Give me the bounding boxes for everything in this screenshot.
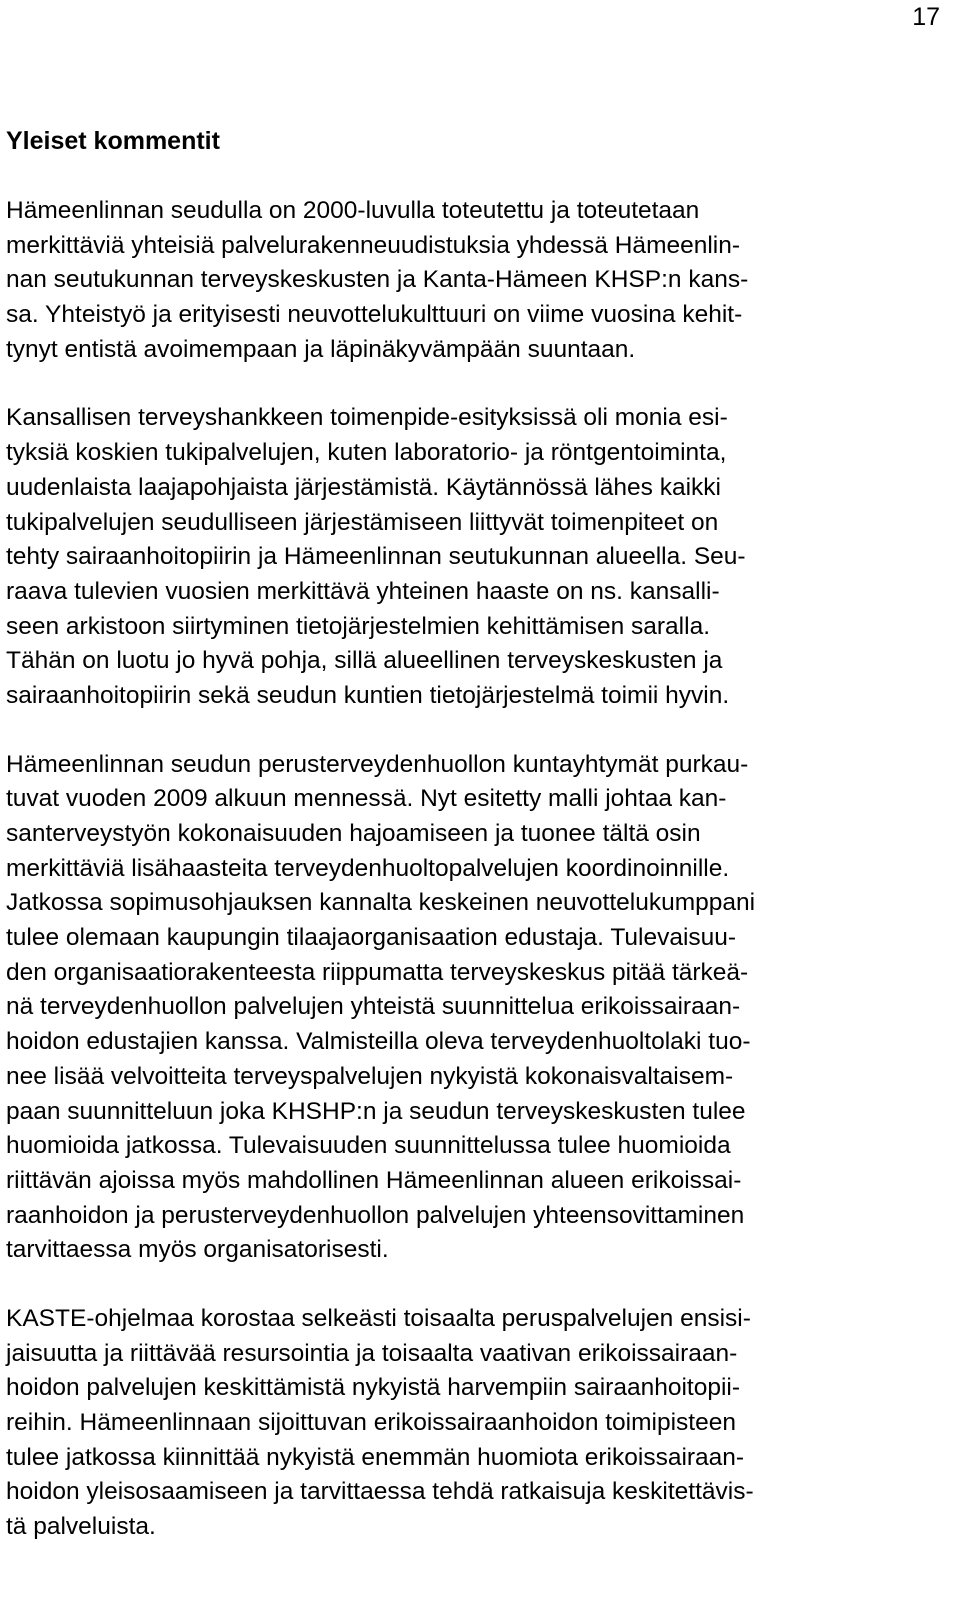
- paragraph-line: Hämeenlinnan seudun perusterveydenhuollon kuntayhtymät purkau-: [6, 750, 749, 778]
- paragraph-list: [6, 194, 946, 1545]
- paragraph: [6, 1302, 946, 1545]
- paragraph-line: uudenlaista laajapohjaista järjestämistä. Käytännössä lähes kaikki: [6, 473, 721, 501]
- paragraph-line: sairaanhoitopiirin sekä seudun kuntien tietojärjestelmä toimii hyvin.: [6, 681, 730, 709]
- paragraph-line: Tähän on luotu jo hyvä pohja, sillä alueellinen terveyskeskusten ja: [6, 647, 723, 675]
- paragraph-line: Hämeenlinnan seudulla on 2000-luvulla toteutettu ja toteutetaan: [6, 197, 700, 224]
- paragraph-line: tyksiä koskien tukipalvelujen, kuten laboratorio- ja röntgentoiminta,: [6, 439, 727, 467]
- paragraph-line: merkittäviä lisähaasteita terveydenhuoltopalvelujen koordinoinnille.: [6, 854, 730, 882]
- paragraph-line: tarvittaessa myös organisatorisesti.: [6, 1236, 389, 1264]
- paragraph-line: hoidon edustajien kanssa. Valmisteilla oleva terveydenhuoltolaki tuo-: [6, 1028, 751, 1056]
- page-number: 17: [912, 3, 940, 31]
- paragraph-line: tehty sairaanhoitopiirin ja Hämeenlinnan seutukunnan alueella. Seu-: [6, 543, 746, 571]
- paragraph-line: tulee jatkossa kiinnittää nykyistä enemmän huomiota erikoissairaan-: [6, 1443, 745, 1471]
- paragraph-line: raava tulevien vuosien merkittävä yhteinen haaste on ns. kansalli-: [6, 577, 720, 605]
- paragraph-line: riittävän ajoissa myös mahdollinen Hämeenlinnan alueen erikoissai-: [6, 1166, 742, 1194]
- paragraph-line: hoidon palvelujen keskittämistä nykyistä harvempiin sairaanhoitopii-: [6, 1374, 741, 1402]
- paragraph-line: den organisaatiorakenteesta riippumatta terveyskeskus pitää tärkeä-: [6, 958, 749, 986]
- paragraph-line: hoidon yleisosaamiseen ja tarvittaessa tehdä ratkaisuja keskitettävis-: [6, 1478, 754, 1506]
- paragraph: [6, 194, 946, 367]
- document-body: [6, 124, 946, 1579]
- paragraph-line: Kansallisen terveyshankkeen toimenpide-esityksissä oli monia esi-: [6, 404, 728, 432]
- paragraph-line: tulee olemaan kaupungin tilaajaorganisaation edustaja. Tulevaisuu-: [6, 924, 737, 952]
- paragraph-line: reihin. Hämeenlinnaan sijoittuvan erikoissairaanhoidon toimipisteen: [6, 1409, 736, 1436]
- paragraph-line: huomioida jatkossa. Tulevaisuuden suunnittelussa tulee huomioida: [6, 1132, 731, 1160]
- paragraph-line: nä terveydenhuollon palvelujen yhteistä suunnittelua erikoissairaan-: [6, 993, 741, 1021]
- paragraph-line: nee lisää velvoitteita terveyspalvelujen nykyistä kokonaisvaltaisem-: [6, 1062, 734, 1090]
- paragraph-line: Jatkossa sopimusohjauksen kannalta keskeinen neuvottelukumppani: [6, 889, 756, 917]
- paragraph-line: tynyt entistä avoimempaan ja läpinäkyvämpään suuntaan.: [6, 335, 636, 363]
- paragraph-line: jaisuutta ja riittävää resursointia ja toisaalta vaativan erikoissairaan-: [6, 1339, 738, 1367]
- paragraph-line: paan suunnitteluun joka KHSHP:n ja seudun terveyskeskusten tulee: [6, 1097, 746, 1125]
- paragraph-line: raanhoidon ja perusterveydenhuollon palvelujen yhteensovittaminen: [6, 1201, 745, 1229]
- paragraph: [6, 401, 946, 713]
- section-heading: Yleiset kommentit: [6, 127, 220, 155]
- paragraph-line: tuvat vuoden 2009 alkuun mennessä. Nyt esitetty malli johtaa kan-: [6, 785, 727, 813]
- paragraph-line: sa. Yhteistyö ja erityisesti neuvottelukulttuuri on viime vuosina kehit-: [6, 301, 743, 329]
- paragraph-line: nan seutukunnan terveyskeskusten ja Kanta-Hämeen KHSP:n kans-: [6, 266, 749, 294]
- paragraph-line: tä palveluista.: [6, 1513, 156, 1541]
- paragraph-line: tukipalvelujen seudulliseen järjestämiseen liittyvät toimenpiteet on: [6, 508, 719, 536]
- paragraph-line: seen arkistoon siirtyminen tietojärjestelmien kehittämisen saralla.: [6, 612, 711, 640]
- paragraph: [6, 748, 946, 1268]
- paragraph-line: merkittäviä yhteisiä palvelurakenneuudistuksia yhdessä Hämeenlin-: [6, 231, 741, 259]
- paragraph-line: santerveystyön kokonaisuuden hajoamiseen ja tuonee tältä osin: [6, 820, 701, 847]
- paragraph-line: KASTE-ohjelmaa korostaa selkeästi toisaalta peruspalvelujen ensisi-: [6, 1304, 751, 1332]
